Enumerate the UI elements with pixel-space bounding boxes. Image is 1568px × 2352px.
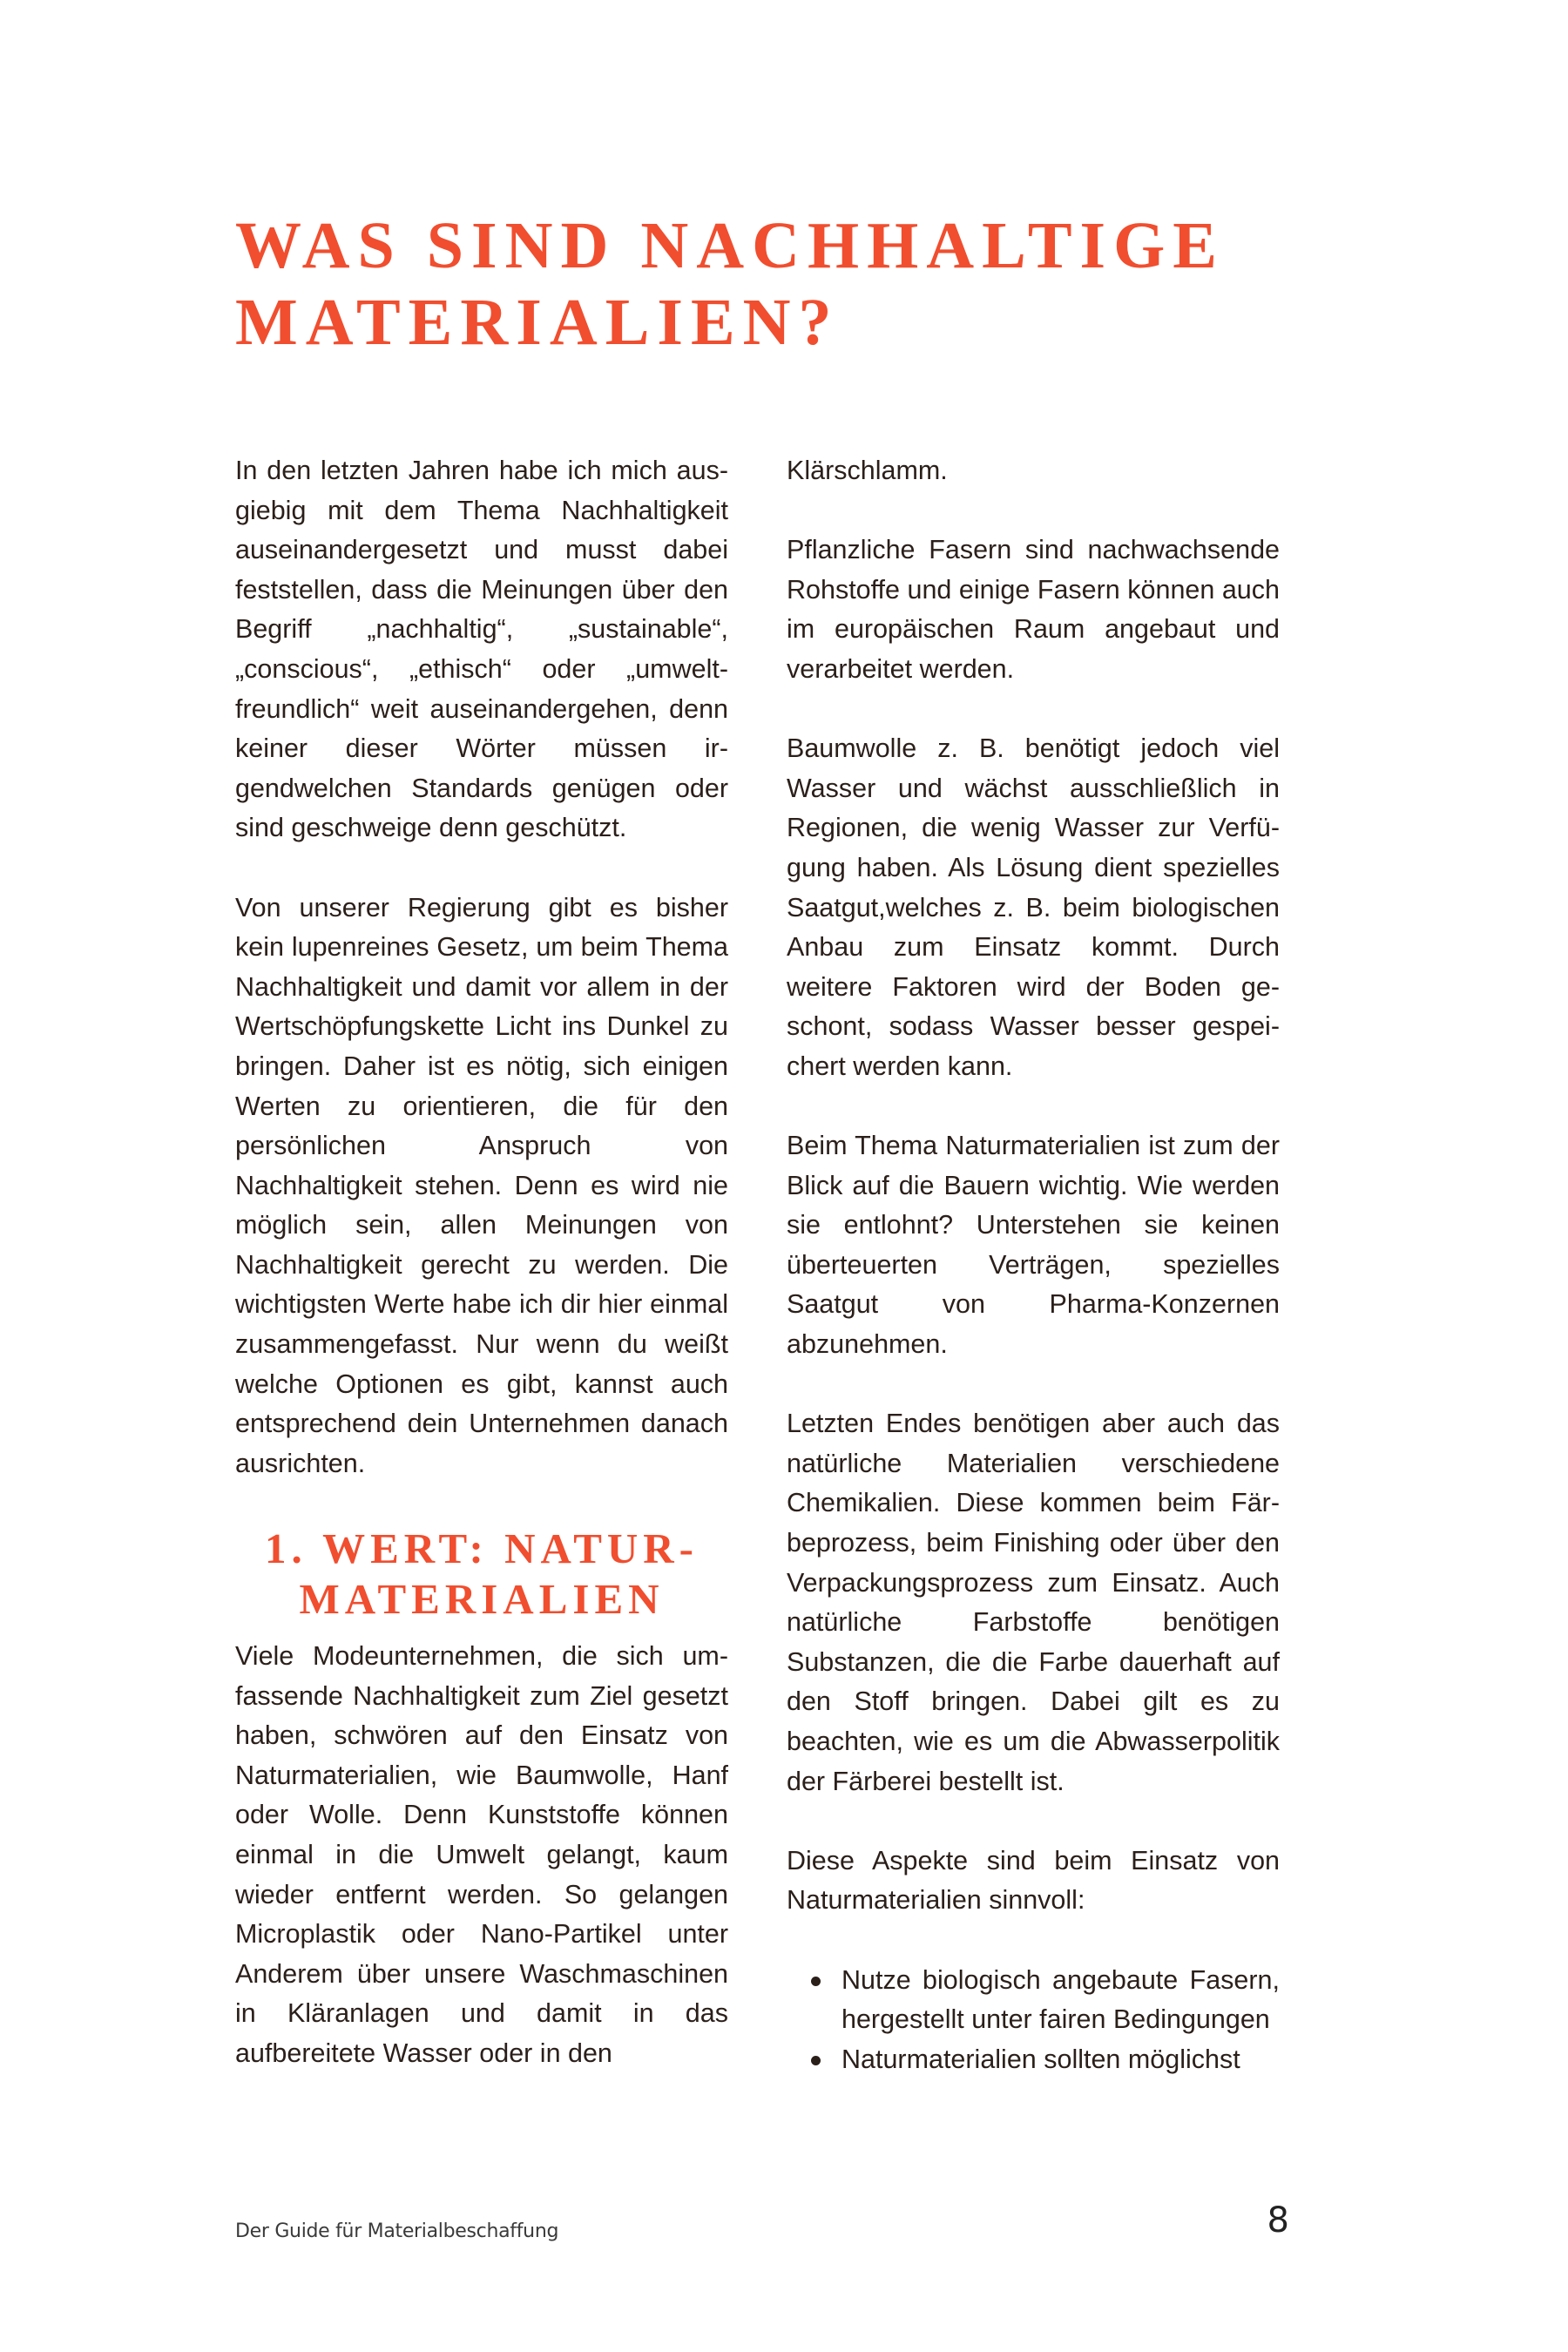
continuation-paragraph: Klärschlamm. bbox=[787, 456, 948, 485]
section-paragraph: Viele Modeunternehmen, die sich umfassende Nachhaltigkeit zum Ziel gesetzt haben, schwören auf den Einsatz von Naturmaterialien, wie Baumwolle, Hanf oder Wolle. Denn Kunststoffe können einmal in die Umwelt gelangt, kaum wieder entfernt werden. So gelangen Microplastik oder Nano-Partikel unter Anderem über unsere Waschmaschinen in Kläranlagen und damit in das aufbereitete Wasser oder in den bbox=[235, 1641, 728, 2068]
page-title bbox=[235, 207, 1368, 361]
farmers-paragraph: Beim Thema Naturmaterialien ist zum der Blick auf die Bauern wichtig. Wie werden sie entlohnt? Unterstehen sie keinen überteuerten Verträgen, spezielles Saatgut von Pharma-Konzernen abzunehmen. bbox=[787, 1131, 1280, 1360]
government-paragraph: Von unserer Regierung gibt es bisher kein lupenreines Gesetz, um beim Thema Nachhaltigkeit und damit vor allem in der Wertschöpfungskette Licht ins Dunkel zu bringen. Daher ist es nötig, sich einigen Werten zu orientieren, die für den persönlichen Anspruch von Nachhaltigkeit stehen. Denn es wird nie möglich sein, allen Meinungen von Nachhaltigkeit gerecht zu werden. Die wichtigsten Werte habe ich dir hier einmal zusammengefasst. Nur wenn du weißt welche Optionen es gibt, kannst auch entsprechend dein Unternehmen danach ausrichten. bbox=[235, 892, 728, 1478]
cotton-paragraph: Baumwolle z. B. benötigt jedoch viel Wasser und wächst ausschließlich in Regionen, die wenig Wasser zur Verfügung haben. Als Lösung dient spezielles Saatgut,welches z. B. beim biologischen Anbau zum Einsatz kommt. Durch weitere Faktoren wird der Boden geschont, sodass Wasser besser gespeichert werden kann. bbox=[787, 733, 1280, 1081]
aspects-list bbox=[787, 1961, 1280, 2080]
list-item bbox=[787, 1961, 1280, 2040]
list-item bbox=[787, 2040, 1280, 2080]
chemicals-paragraph: Letzten Endes benötigen aber auch das natürliche Materialien verschiedene Chemikalien. Diese kommen beim Färbeprozess, beim Finishing oder über den Verpackungsprozess zum Einsatz. Auch natürliche Farbstoffe benötigen Substanzen, die die Farbe dauerhaft auf den Stoff bringen. Dabei gilt es zu beachten, wie es um die Abwasserpolitik der Färberei bestellt ist. bbox=[787, 1409, 1280, 1796]
list-item-text: Naturmaterialien sollten möglichst bbox=[841, 2044, 1240, 2074]
left-column bbox=[235, 451, 728, 2113]
list-item-text: Nutze biologisch angebaute Fasern, hergestellt unter fairen Bedingungen bbox=[841, 1964, 1280, 2035]
bullet-icon bbox=[811, 2056, 821, 2065]
plant-fibers-paragraph: Pflanzliche Fasern sind nachwachsende Rohstoffe und einige Fasern können auch im europäischen Raum angebaut und verarbeitet werden. bbox=[787, 535, 1280, 684]
aspects-intro-paragraph: Diese Aspekte sind beim Einsatz von Naturmaterialien sinnvoll: bbox=[787, 1845, 1280, 1916]
intro-paragraph: In den letzten Jahren habe ich mich ausgiebig mit dem Thema Nachhaltigkeit auseinandergesetzt und musst dabei feststellen, dass die Meinungen über den Begriff „nachhaltig“, „sustainable“, „conscious“, „ethisch“ oder „umweltfreundlich“ weit auseinandergehen, denn keiner dieser Wörter müssen irgendwelchen Standards genügen oder sind geschweige denn geschützt. bbox=[235, 456, 728, 843]
section-heading bbox=[235, 1524, 728, 1625]
page-title-line-1: WAS SIND NACHHALTIGE bbox=[235, 209, 1225, 282]
section-heading-line-1: 1. WERT: NATUR- bbox=[265, 1524, 699, 1573]
bullet-icon bbox=[811, 1977, 821, 1986]
page-number: 8 bbox=[1267, 2200, 1289, 2240]
right-column bbox=[787, 451, 1280, 2079]
page-title-line-2: MATERIALIEN? bbox=[235, 286, 840, 359]
section-heading-line-2: MATERIALIEN bbox=[299, 1575, 665, 1624]
footer-title: Der Guide für Materialbeschaffung bbox=[235, 2220, 559, 2242]
